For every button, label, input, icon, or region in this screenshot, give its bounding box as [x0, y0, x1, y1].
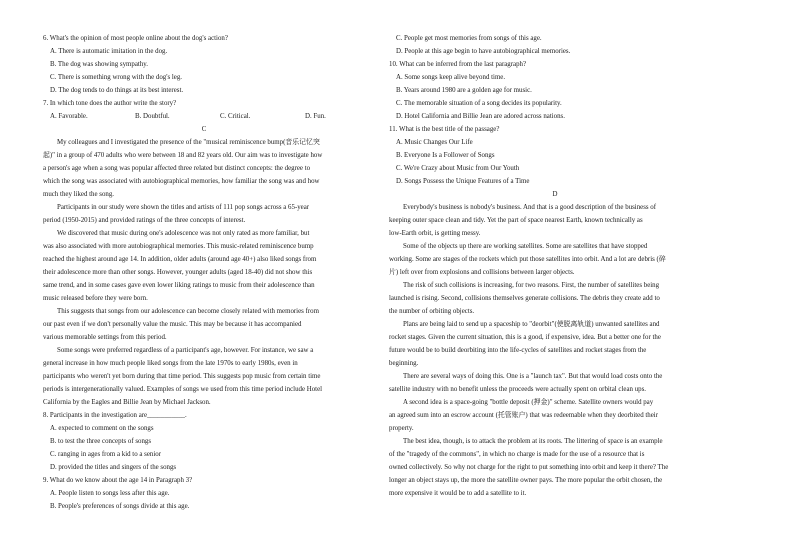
- passage-d-line: Everybody's business is nobody's business. And that is a good description of the business of: [403, 204, 657, 211]
- question-7-option-b: B. Doubtful.: [135, 113, 170, 120]
- passage-c-line: periods is intergenerationally valued. Examples of songs we used from this time period include Hotel: [43, 386, 323, 393]
- passage-d-line: launched is rising. Second, collisions themselves generate collisions. The debris they create add to: [389, 295, 660, 302]
- passage-c-line: reached the highest around age 14. In addition, older adults (around age 40+) also liked songs from: [43, 256, 317, 263]
- question-7-option-c: C. Critical.: [220, 113, 251, 120]
- passage-c-line: was also associated with more autobiographical memories. This music-related reminiscence bump: [43, 243, 314, 250]
- passage-c-line: much they liked the song.: [43, 191, 114, 198]
- question-10-option-d: D. Hotel California and Billie Jean are adored across nations.: [396, 113, 565, 120]
- passage-d-paragraph-3: [389, 279, 721, 318]
- question-8-option-c: C. ranging in ages from a kid to a senior: [50, 451, 161, 458]
- question-11-option-c: C. We're Crazy about Music from Our Youth: [396, 165, 520, 172]
- passage-d-line: The risk of such collisions is increasing, for two reasons. First, the number of satellites being: [403, 282, 660, 289]
- passage-c-line: Some songs were preferred regardless of a participant's age, however. For instance, we saw a: [57, 347, 314, 354]
- passage-c-line: 起)" in a group of 470 adults who were between 18 and 82 years old. Our aim was to investigate how: [43, 152, 323, 159]
- passage-d-line: working. Some are stages of the rockets which put those satellites into orbit. And a lot are debris (碎: [389, 256, 666, 263]
- question-9-option-c: C. People get most memories from songs of this age.: [396, 35, 542, 42]
- question-9-option-b: B. People's preferences of songs divide at this age.: [50, 503, 190, 510]
- passage-d-paragraph-6: [389, 396, 721, 435]
- passage-d-line: more expensive it would be to add a satellite to it.: [389, 490, 527, 497]
- question-7-option-d: D. Fun.: [305, 113, 326, 120]
- passage-d-line: future would be to build deorbiting into the life-cycles of satellites and rocket stages from the: [389, 347, 647, 354]
- passage-d-line: A second idea is a space-going "bottle deposit (押金)" scheme. Satellite owners would pay: [403, 399, 654, 406]
- question-9-stem: 9. What do we know about the age 14 in Paragraph 3?: [43, 477, 193, 484]
- passage-d-paragraph-2: [389, 240, 721, 279]
- passage-c-line: same trend, and in some cases gave even lower liking ratings to music from their adolescence than: [43, 282, 315, 289]
- passage-d-line: longer an object stays up, the more the satellite owner pays. The more popular the orbit chosen, the: [389, 477, 663, 484]
- passage-d-paragraph-4: [389, 318, 721, 370]
- question-10-option-b: B. Years around 1980 are a golden age for music.: [396, 87, 532, 94]
- passage-d-line: There are several ways of doing this. One is a "launch tax". But that would load costs onto the: [403, 373, 663, 380]
- passage-d-line: owned collectively. So why not charge for the right to put something into orbit and keep it there? The: [389, 464, 669, 471]
- question-10-stem: 10. What can be inferred from the last paragraph?: [389, 61, 527, 68]
- question-10-option-c: C. The memorable situation of a song decides its popularity.: [396, 100, 562, 107]
- passage-d-line: rocket stages. Given the current situation, this is a good, if expensive, idea. But a better one for the: [389, 334, 661, 341]
- passage-d-line: Plans are being laid to send up a spaceship to "deorbit"(使脱离轨道) unwanted satellites and: [403, 321, 660, 328]
- passage-d-line: keeping outer space clean and tidy. Yet the part of space nearest Earth, known technically as: [389, 217, 643, 224]
- passage-d-line: beginning.: [389, 360, 419, 367]
- passage-c-line: general increase in how much people liked songs from the late 1970s to early 1980s, even in: [43, 360, 298, 367]
- section-d-heading: D: [552, 191, 558, 198]
- passage-c-paragraph-3: [43, 227, 365, 305]
- question-9-option-d: D. People at this age begin to have autobiographical memories.: [396, 48, 571, 55]
- left-column: [43, 0, 365, 513]
- passage-c-line: period (1950-2015) and provided ratings of the three concepts of interest.: [43, 217, 246, 224]
- passage-d-line: Some of the objects up there are working satellites. Some are satellites that have stopped: [403, 243, 648, 250]
- passage-c-line: My colleagues and I investigated the presence of the "musical reminiscence bump(音乐记忆突: [57, 139, 320, 146]
- question-11-option-d: D. Songs Possess the Unique Features of a Time: [396, 178, 530, 185]
- passage-d-paragraph-7: [389, 435, 721, 500]
- question-6-option-c: C. There is something wrong with the dog's leg.: [50, 74, 183, 81]
- question-11-stem: 11. What is the best title of the passage?: [389, 126, 500, 133]
- question-7-stem: 7. In which tone does the author write the story?: [43, 100, 177, 107]
- passage-c-line: music released before they were born.: [43, 295, 148, 302]
- passage-c-paragraph-5: [43, 344, 365, 409]
- question-6-option-d: D. The dog tends to do things at its best interest.: [50, 87, 184, 94]
- passage-c-line: a person's age when a song was popular affected three related but distinct concepts: the degree to: [43, 165, 311, 172]
- question-8-option-a: A. expected to comment on the songs: [50, 425, 154, 432]
- question-6-option-b: B. The dog was showing sympathy.: [50, 61, 148, 68]
- passage-c-line: This suggests that songs from our adolescence can become closely related with memories from: [57, 308, 319, 315]
- passage-c-line: their adolescence more than other songs. However, younger adults (aged 18-40) did not show this: [43, 269, 313, 276]
- question-8-stem: 8. Participants in the investigation are___________.: [43, 412, 187, 419]
- passage-d-line: an agreed sum into an escrow account (托管账户) that was redeemable when they deorbited their: [389, 412, 659, 419]
- passage-d-line: satellite industry with no benefit unless the proceeds were actually spent on orbital clean ups.: [389, 386, 646, 393]
- question-8-option-b: B. to test the three concepts of songs: [50, 438, 152, 445]
- question-7-options: [43, 110, 365, 123]
- passage-c-line: We discovered that music during one's adolescence was not only rated as more familiar, but: [57, 230, 310, 237]
- passage-d-line: The best idea, though, is to attack the problem at its roots. The littering of space is an example: [403, 438, 663, 445]
- passage-d-paragraph-1: [389, 201, 721, 240]
- question-8-option-d: D. provided the titles and singers of the songs: [50, 464, 177, 471]
- question-11-option-a: A. Music Changes Our Life: [396, 139, 473, 146]
- passage-c-line: California by the Eagles and Billie Jean by Michael Jackson.: [43, 399, 211, 406]
- passage-c-line: participants who weren't yet born during that time period. This suggests pop music from certain time: [43, 373, 321, 380]
- question-9-option-a: A. People listen to songs less after this age.: [50, 490, 170, 497]
- passage-c-paragraph-1: [43, 136, 365, 201]
- question-10-option-a: A. Some songs keep alive beyond time.: [396, 74, 506, 81]
- passage-d-line: 片) left over from explosions and collisions between larger objects.: [389, 269, 575, 276]
- passage-d-line: the number of orbiting objects.: [389, 308, 475, 315]
- passage-d-line: property.: [389, 425, 414, 432]
- passage-c-line: which the song was associated with autobiographical memories, how familiar the song was and how: [43, 178, 320, 185]
- question-11-option-b: B. Everyone Is a Follower of Songs: [396, 152, 495, 159]
- passage-c-line: various memorable settings from this period.: [43, 334, 167, 341]
- question-6-stem: 6. What's the opinion of most people online about the dog's action?: [43, 35, 228, 42]
- passage-c-paragraph-2: [43, 201, 365, 227]
- passage-d-paragraph-5: [389, 370, 721, 396]
- passage-d-line: of the "tragedy of the commons", in which no charge is made for the use of a resource that is: [389, 451, 645, 458]
- right-column: [389, 0, 721, 500]
- passage-c-paragraph-4: [43, 305, 365, 344]
- question-6-option-a: A. There is automatic imitation in the dog.: [50, 48, 168, 55]
- passage-c-line: Participants in our study were shown the titles and artists of 111 pop songs across a 65-year: [57, 204, 310, 211]
- question-7-option-a: A. Favorable.: [50, 113, 88, 120]
- section-c-heading: C: [201, 126, 207, 133]
- passage-c-line: our past even if we don't personally value the music. This may be because it has accompanied: [43, 321, 302, 328]
- passage-d-line: low-Earth orbit, is getting messy.: [389, 230, 481, 237]
